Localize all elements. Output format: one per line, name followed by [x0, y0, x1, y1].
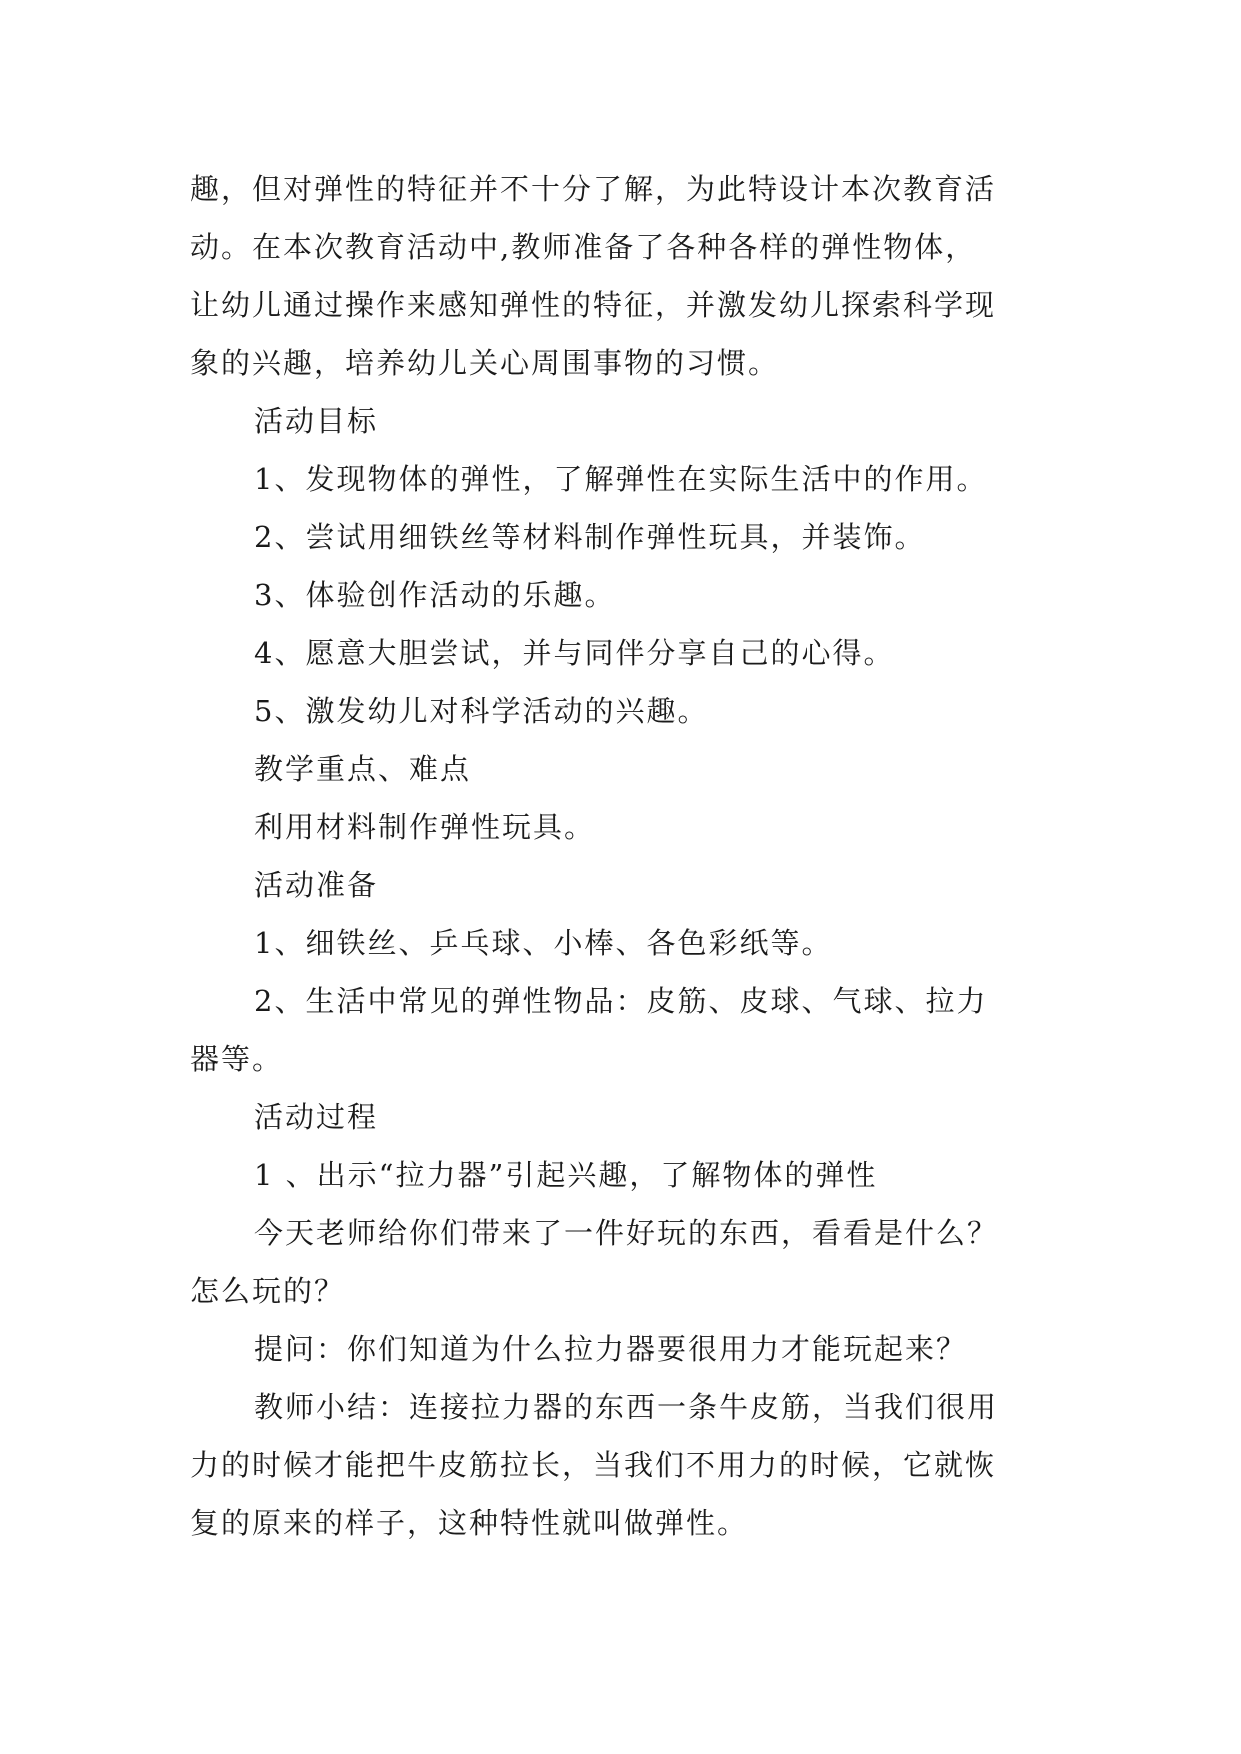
paragraph-line: 怎么玩的？ [190, 1274, 346, 1308]
list-item: 2、生活中常见的弹性物品：皮筋、皮球、气球、拉力 [254, 984, 988, 1018]
paragraph-line: 力的时候才能把牛皮筋拉长，当我们不用力的时候，它就恢 [190, 1448, 997, 1482]
list-item: 2、尝试用细铁丝等材料制作弹性玩具，并装饰。 [254, 520, 926, 554]
list-item: 1、细铁丝、乒乓球、小棒、各色彩纸等。 [254, 926, 833, 960]
paragraph-line: 教师小结：连接拉力器的东西一条牛皮筋，当我们很用 [254, 1390, 999, 1424]
document-body [190, 160, 1050, 1552]
list-item: 5、激发幼儿对科学活动的兴趣。 [254, 694, 709, 728]
paragraph-line: 利用材料制作弹性玩具。 [254, 810, 596, 844]
paragraph-line: 象的兴趣，培养幼儿关心周围事物的习惯。 [190, 346, 780, 380]
list-item: 1、发现物体的弹性，了解弹性在实际生活中的作用。 [254, 462, 988, 496]
section-heading-key-points: 教学重点、难点 [254, 752, 472, 786]
paragraph-line: 让幼儿通过操作来感知弹性的特征，并激发幼儿探索科学现 [190, 288, 997, 322]
list-item: 4、愿意大胆尝试，并与同伴分享自己的心得。 [254, 636, 895, 670]
section-heading-activity-goals: 活动目标 [254, 404, 379, 438]
paragraph-line: 复的原来的样子，这种特性就叫做弹性。 [190, 1506, 749, 1540]
paragraph-line: 趣，但对弹性的特征并不十分了解，为此特设计本次教育活 [190, 172, 997, 206]
section-heading-preparation: 活动准备 [254, 868, 379, 902]
paragraph-line: 器等。 [190, 1042, 284, 1076]
section-heading-process: 活动过程 [254, 1100, 379, 1134]
paragraph-line: 今天老师给你们带来了一件好玩的东西，看看是什么？ [254, 1216, 999, 1250]
paragraph-line: 动。在本次教育活动中,教师准备了各种各样的弹性物体， [190, 230, 977, 264]
list-item: 1 、出示“拉力器”引起兴趣，了解物体的弹性 [254, 1158, 878, 1192]
list-item: 3、体验创作活动的乐趣。 [254, 578, 616, 612]
paragraph-line: 提问：你们知道为什么拉力器要很用力才能玩起来？ [254, 1332, 968, 1366]
